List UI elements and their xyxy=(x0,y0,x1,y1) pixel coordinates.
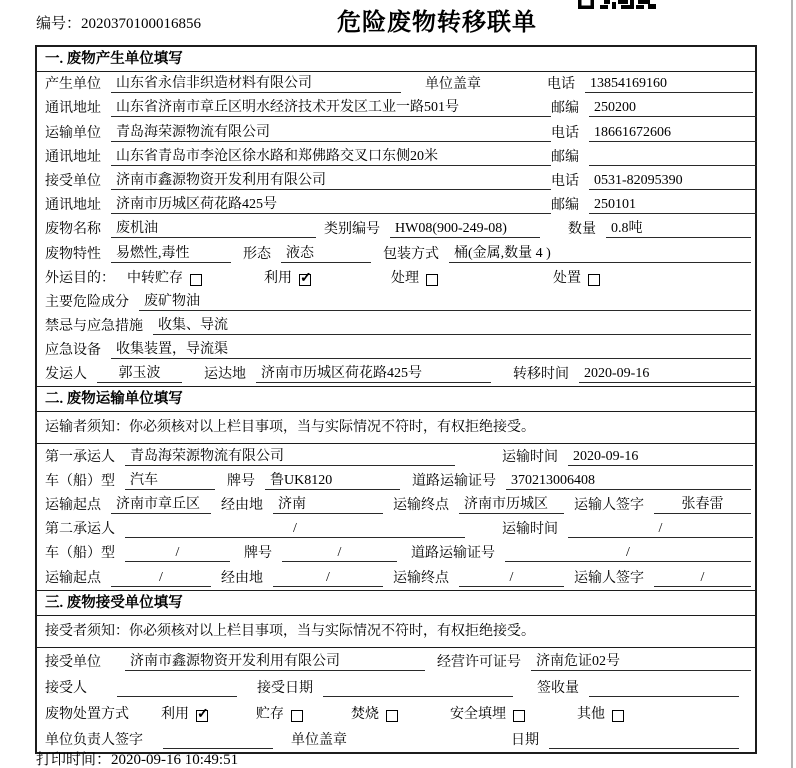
carrier2-value: / xyxy=(125,521,465,538)
form-row-receive-person xyxy=(37,674,755,700)
form-row-transporter xyxy=(37,120,755,144)
option-transfer-storage xyxy=(127,267,202,287)
trait-value: 易燃性,毒性 xyxy=(111,242,231,263)
transport-time-value: 2020-09-16 xyxy=(568,449,753,466)
route-via-value: 济南 xyxy=(273,493,383,514)
license-label: 经营许可证号 xyxy=(437,654,521,670)
transporter-value: 青岛海荣源物流有限公司 xyxy=(111,121,551,142)
option-dispose xyxy=(553,267,600,287)
receipt-amount-label: 签收量 xyxy=(537,680,579,696)
checkbox-icon xyxy=(386,710,398,722)
section-2-title: 二. 废物运输单位填写 xyxy=(37,387,755,412)
route-end-value: 济南市历城区 xyxy=(459,493,564,514)
carrier-sign-label: 运输人签字 xyxy=(574,570,644,586)
receive-date-label: 接受日期 xyxy=(257,680,313,696)
checkbox-icon xyxy=(588,274,600,286)
transport-time-label: 运输时间 xyxy=(502,449,558,465)
route-start-label: 运输起点 xyxy=(45,498,101,513)
address-label: 通讯地址 xyxy=(45,101,101,117)
carrier1-label: 第一承运人 xyxy=(45,449,115,465)
receiver-value: 济南市鑫源物资开发利用有限公司 xyxy=(111,169,551,190)
plate-value: / xyxy=(282,545,397,562)
serial-number xyxy=(36,12,201,33)
unit-seal-label: 单位盖章 xyxy=(291,732,347,748)
checkbox-icon xyxy=(612,710,624,722)
form-row-vehicle1 xyxy=(37,469,755,493)
shipper-label: 发运人 xyxy=(45,367,87,383)
zip-label: 邮编 xyxy=(551,149,579,165)
option-store xyxy=(256,703,303,723)
receive-unit-label: 接受单位 xyxy=(45,654,101,670)
section-3-title: 三. 废物接受单位填写 xyxy=(37,591,755,616)
zip-value xyxy=(589,149,757,166)
manifest-table xyxy=(35,45,757,754)
checkbox-icon xyxy=(291,710,303,722)
equipment-label: 应急设备 xyxy=(45,343,101,359)
license-value: 济南危证02号 xyxy=(531,650,751,671)
print-time xyxy=(36,748,238,768)
receiver-notice: 接受者须知：你必须核对以上栏目事项，当与实际情况不符时，有权拒绝接受。 xyxy=(37,616,755,648)
responsible-sign-label: 单位负责人签字 xyxy=(45,732,143,748)
address-label: 通讯地址 xyxy=(45,198,101,214)
page-edge-line xyxy=(791,0,793,768)
vehicle-type-value: 汽车 xyxy=(125,469,215,490)
form-row-hazard xyxy=(37,290,755,314)
vehicle-type-label: 车（船）型 xyxy=(45,546,115,562)
date-value xyxy=(549,732,739,749)
road-permit-value: 370213006408 xyxy=(506,473,751,490)
print-time-label: 打印时间： xyxy=(36,752,112,768)
packing-label: 包装方式 xyxy=(383,246,439,262)
producer-label: 产生单位 xyxy=(45,77,101,93)
phone-label: 电话 xyxy=(547,77,575,93)
receipt-amount-value xyxy=(589,680,739,697)
route-start-value: / xyxy=(111,570,211,587)
form-row-equipment xyxy=(37,338,755,362)
road-permit-label: 道路运输证号 xyxy=(412,473,496,489)
form-state-label: 形态 xyxy=(243,246,271,262)
carrier2-label: 第二承运人 xyxy=(45,522,115,538)
receive-person-label: 接受人 xyxy=(45,680,87,696)
serial-label: 编号： xyxy=(36,16,82,32)
option-label: 安全填埋 xyxy=(450,706,506,722)
zip-value: 250101 xyxy=(589,197,757,214)
option-landfill xyxy=(450,703,525,723)
option-label: 处理 xyxy=(391,270,419,286)
hazard-label: 主要危险成分 xyxy=(45,294,129,310)
form-row-vehicle2 xyxy=(37,541,755,565)
section-transporter xyxy=(37,386,755,589)
route-end-label: 运输终点 xyxy=(393,498,449,513)
plate-label: 牌号 xyxy=(244,546,272,562)
option-label: 焚烧 xyxy=(351,706,379,722)
checkbox-icon xyxy=(426,274,438,286)
destination-value: 济南市历城区荷花路425号 xyxy=(256,362,491,383)
plate-label: 牌号 xyxy=(227,473,255,489)
phone-value: 0531-82095390 xyxy=(589,173,757,190)
address-label: 通讯地址 xyxy=(45,149,101,165)
option-utilize xyxy=(161,703,208,723)
route-end-label: 运输终点 xyxy=(393,570,449,586)
qr-code-fragment-icon xyxy=(578,0,656,9)
phone-label: 电话 xyxy=(551,173,579,189)
form-row-route2 xyxy=(37,565,755,589)
category-label: 类别编号 xyxy=(324,222,380,238)
section-producer xyxy=(37,47,755,386)
document-header xyxy=(0,0,780,45)
trait-label: 废物特性 xyxy=(45,246,101,262)
road-permit-label: 道路运输证号 xyxy=(411,546,495,562)
responsible-sign-value xyxy=(163,732,273,749)
receive-person-value xyxy=(117,680,237,697)
receive-unit-value: 济南市鑫源物资开发利用有限公司 xyxy=(125,650,425,671)
address-value: 济南市历城区荷花路425号 xyxy=(111,193,551,214)
taboo-label: 禁忌与应急措施 xyxy=(45,319,143,335)
form-row-producer-address xyxy=(37,96,755,120)
page-title: 危险废物转移联单 xyxy=(337,10,537,36)
option-label: 贮存 xyxy=(256,706,284,722)
phone-value: 18661672606 xyxy=(589,125,757,142)
form-state-value: 液态 xyxy=(281,242,371,263)
form-row-waste-trait xyxy=(37,241,755,265)
destination-label: 运达地 xyxy=(204,367,246,383)
transporter-notice: 运输者须知：你必须核对以上栏目事项，当与实际情况不符时，有权拒绝接受。 xyxy=(37,412,755,444)
producer-value: 山东省永信非织造材料有限公司 xyxy=(111,72,401,93)
carrier1-value: 青岛海荣源物流有限公司 xyxy=(125,445,455,466)
route-start-value: 济南市章丘区 xyxy=(111,493,211,514)
form-row-receiver-address xyxy=(37,193,755,217)
packing-value: 桶(金属,数量 4 ) xyxy=(449,242,751,263)
route-via-label: 经由地 xyxy=(221,570,263,586)
section-receiver xyxy=(37,590,755,752)
carrier-sign-label: 运输人签字 xyxy=(574,498,644,513)
vehicle-type-label: 车（船）型 xyxy=(45,473,115,489)
section-1-title: 一. 废物产生单位填写 xyxy=(37,47,755,72)
option-other xyxy=(577,703,624,723)
taboo-value: 收集、导流 xyxy=(153,314,751,335)
carrier-sign-value: / xyxy=(654,570,751,587)
form-row-receive-unit xyxy=(37,648,755,674)
checkbox-icon xyxy=(299,274,311,286)
receive-date-value xyxy=(323,680,513,697)
quantity-value: 0.8吨 xyxy=(606,217,751,238)
checkbox-icon xyxy=(513,710,525,722)
transport-time-value: / xyxy=(568,521,753,538)
purpose-label: 外运目的： xyxy=(45,270,115,286)
form-row-taboo xyxy=(37,314,755,338)
zip-label: 邮编 xyxy=(551,198,579,214)
waste-name-value: 废机油 xyxy=(111,217,316,238)
phone-value: 13854169160 xyxy=(585,76,753,93)
option-treat xyxy=(391,267,438,287)
form-row-shipper xyxy=(37,362,755,386)
plate-value: 鲁UK8120 xyxy=(265,469,400,490)
route-via-value: / xyxy=(273,570,383,587)
form-row-disposal xyxy=(37,700,755,726)
route-start-label: 运输起点 xyxy=(45,570,101,586)
zip-label: 邮编 xyxy=(551,101,579,117)
form-row-receiver xyxy=(37,169,755,193)
hazard-value: 废矿物油 xyxy=(139,290,751,311)
date-label: 日期 xyxy=(511,732,539,748)
option-incinerate xyxy=(351,703,398,723)
disposal-label: 废物处置方式 xyxy=(45,706,129,722)
route-end-value: / xyxy=(459,570,564,587)
form-row-producer xyxy=(37,72,755,96)
form-row-carrier2 xyxy=(37,517,755,541)
company-seal-label: 单位盖章 xyxy=(425,77,481,93)
waste-name-label: 废物名称 xyxy=(45,222,101,238)
category-value: HW08(900-249-08) xyxy=(390,221,540,238)
option-label: 利用 xyxy=(161,706,189,722)
form-row-carrier1 xyxy=(37,444,755,468)
zip-value: 250200 xyxy=(589,100,757,117)
form-row-purpose xyxy=(37,266,755,290)
transfer-date-label: 转移时间 xyxy=(513,367,569,383)
form-row-transporter-address xyxy=(37,145,755,169)
address-value: 山东省济南市章丘区明水经济技术开发区工业一路501号 xyxy=(111,96,551,117)
checkbox-icon xyxy=(190,274,202,286)
option-utilize xyxy=(264,267,311,287)
form-row-route1 xyxy=(37,493,755,517)
receiver-label: 接受单位 xyxy=(45,173,101,189)
route-via-label: 经由地 xyxy=(221,498,263,513)
equipment-value: 收集装置，导流渠 xyxy=(111,338,751,359)
shipper-value: 郭玉波 xyxy=(97,362,182,383)
phone-label: 电话 xyxy=(551,125,579,141)
option-label: 其他 xyxy=(577,706,605,722)
option-label: 处置 xyxy=(553,270,581,286)
transfer-date-value: 2020-09-16 xyxy=(579,366,751,383)
option-label: 利用 xyxy=(264,270,292,286)
serial-value: 2020370100016856 xyxy=(81,16,202,32)
vehicle-type-value: / xyxy=(125,545,230,562)
print-time-value: 2020-09-16 10:49:51 xyxy=(111,752,239,768)
address-value: 山东省青岛市李沧区徐水路和郑佛路交叉口东侧20米 xyxy=(111,145,551,166)
carrier-sign-value: 张春雷 xyxy=(654,493,751,514)
form-row-waste-name xyxy=(37,217,755,241)
transport-time-label: 运输时间 xyxy=(502,522,558,538)
quantity-label: 数量 xyxy=(568,222,596,238)
option-label: 中转贮存 xyxy=(127,270,183,286)
transporter-label: 运输单位 xyxy=(45,125,101,141)
checkbox-icon xyxy=(196,710,208,722)
road-permit-value: / xyxy=(505,545,751,562)
